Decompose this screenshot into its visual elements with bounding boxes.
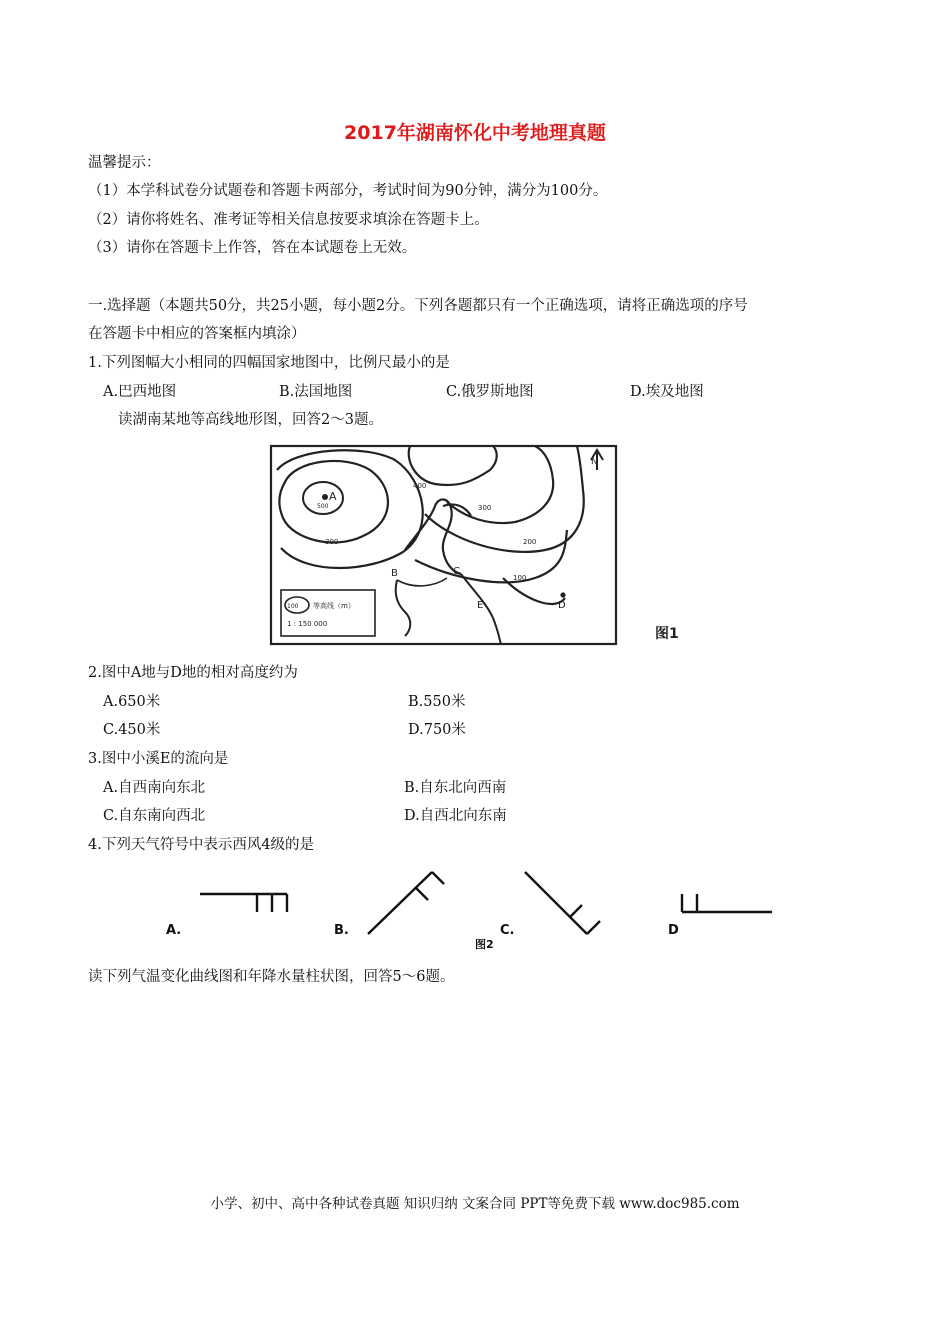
q4-stem: 4.下列天气符号中表示西风4级的是 [88,837,315,853]
q2-option-a: A.650米 [103,694,161,710]
q2-option-c: C.450米 [103,722,161,738]
contour-label-300a: 300 [478,504,492,512]
contour-label-300b: 300 [325,538,339,546]
symbol-label-a: A. [166,923,182,938]
north-label: N [591,457,598,467]
weather-symbols-figure [150,866,790,956]
q1-option-a: A.巴西地图 [103,384,177,400]
map-point-d: D [558,600,566,611]
figure2-caption: 图2 [475,938,494,951]
map-point-b: B [391,568,398,579]
map-point-a: A [329,490,337,503]
figure1-caption: 图1 [655,626,679,642]
document-title: 2017年湖南怀化中考地理真题 [344,122,606,144]
page-footer: 小学、初中、高中各种试卷真题 知识归纳 文案合同 PPT等免费下载 www.doc985.com [210,1196,740,1212]
q3-option-a: A.自西南向东北 [103,780,206,796]
map-intro: 读湖南某地等高线地形图，回答2～3题。 [118,412,383,428]
contour-map-figure [265,440,705,650]
notice-item-1: （1）本学科试卷分试题卷和答题卡两部分，考试时间为90分钟，满分为100分。 [88,183,608,199]
section-heading-line1: 一.选择题（本题共50分，共25小题，每小题2分。下列各题都只有一个正确选项，请将正确选项的序号 [88,298,748,314]
section-heading-line2: 在答题卡中相应的答案框内填涂） [88,326,306,342]
q1-option-c: C.俄罗斯地图 [446,384,534,400]
legend-scale-text: 1 : 150 000 [287,620,328,628]
q3-option-c: C.自东南向西北 [103,808,206,824]
q2-option-b: B.550米 [408,694,466,710]
q3-option-d: D.自西北向东南 [404,808,507,824]
map-point-e: E [477,600,484,611]
q2-stem: 2.图中A地与D地的相对高度约为 [88,665,298,681]
legend-contour-text: 等高线（m） [313,602,355,610]
contour-label-500: 500 [317,503,329,510]
q2-option-d: D.750米 [408,722,466,738]
contour-label-200: 200 [523,538,537,546]
contour-label-100: 100 [513,574,527,582]
symbol-label-c: C. [500,923,515,938]
symbol-label-b: B. [334,923,349,938]
notice-item-3: （3）请你在答题卡上作答，答在本试题卷上无效。 [88,240,417,256]
symbol-label-d: D [668,923,679,938]
wind-symbol-c [525,872,600,934]
wind-symbol-b [368,872,444,934]
legend-marker: 100 [287,603,299,610]
q1-option-b: B.法国地图 [279,384,353,400]
notice-heading: 温馨提示： [88,155,161,171]
wind-symbol-a [200,894,287,912]
q1-stem: 1.下列图幅大小相同的四幅国家地图中，比例尺最小的是 [88,355,450,371]
notice-item-2: （2）请你将姓名、准考证等相关信息按要求填涂在答题卡上。 [88,212,489,228]
q3-option-b: B.自东北向西南 [404,780,507,796]
q1-option-d: D.埃及地图 [630,384,704,400]
q5-6-intro: 读下列气温变化曲线图和年降水量柱状图，回答5～6题。 [88,969,455,985]
contour-label-400: 400 [413,482,427,490]
q3-stem: 3.图中小溪E的流向是 [88,751,229,767]
map-point-c: C [453,566,460,577]
wind-symbol-d [682,894,772,912]
